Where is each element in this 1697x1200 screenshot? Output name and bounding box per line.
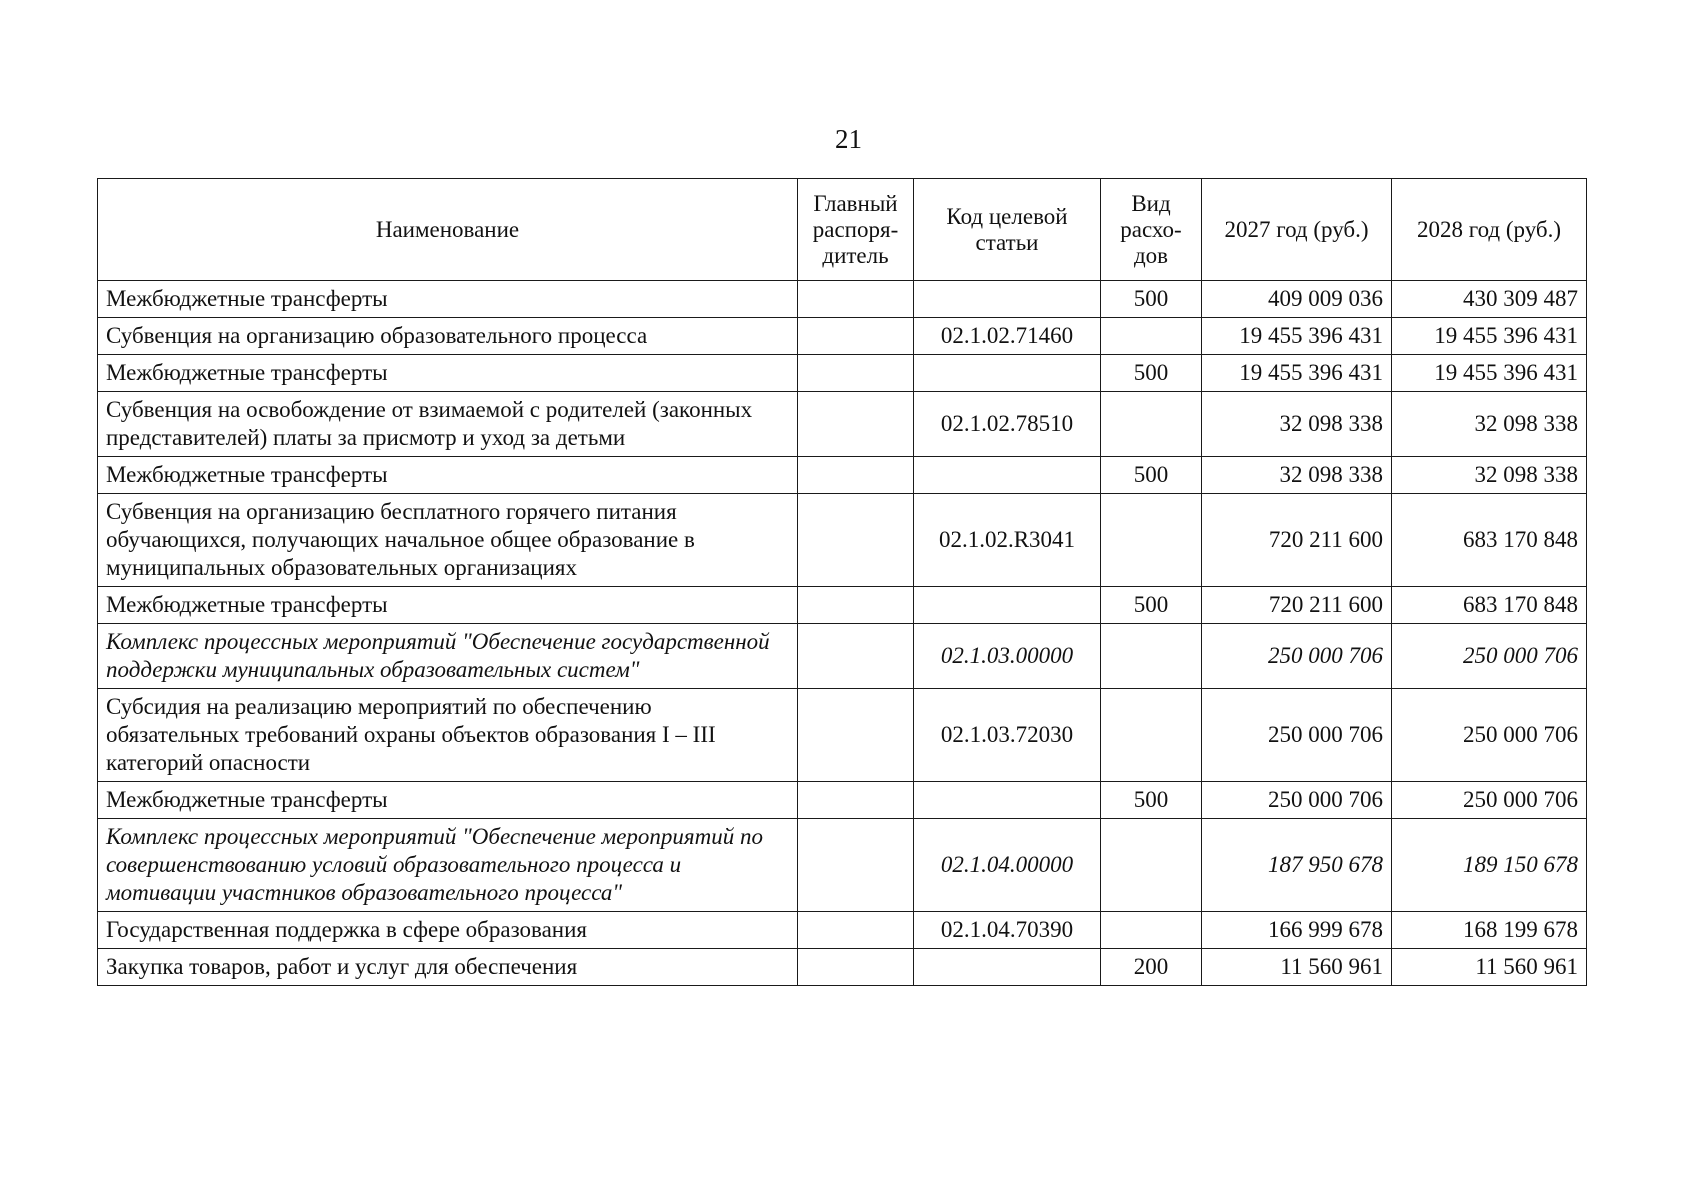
cell-y2027: 19 455 396 431 <box>1202 355 1392 392</box>
cell-name: Межбюджетные трансферты <box>98 457 798 494</box>
cell-manager <box>798 457 914 494</box>
header-2028: 2028 год (руб.) <box>1392 179 1587 281</box>
cell-name: Комплекс процессных мероприятий "Обеспечение государственной поддержки муниципальных образовательных систем" <box>98 624 798 689</box>
cell-y2027: 250 000 706 <box>1202 624 1392 689</box>
cell-kind: 500 <box>1101 281 1202 318</box>
table-row <box>98 281 1587 318</box>
cell-name: Субсидия на реализацию мероприятий по обеспечению обязательных требований охраны объектов образования I – III категорий опасности <box>98 689 798 782</box>
cell-y2028: 168 199 678 <box>1392 912 1587 949</box>
header-name: Наименование <box>98 179 798 281</box>
cell-kind <box>1101 624 1202 689</box>
table-row <box>98 624 1587 689</box>
cell-name: Межбюджетные трансферты <box>98 587 798 624</box>
cell-name: Субвенция на освобождение от взимаемой с родителей (законных представителей) платы за присмотр и уход за детьми <box>98 392 798 457</box>
cell-code: 02.1.03.72030 <box>914 689 1101 782</box>
cell-code <box>914 949 1101 986</box>
header-kind: Вид расхо-дов <box>1101 179 1202 281</box>
cell-code: 02.1.02.R3041 <box>914 494 1101 587</box>
cell-manager <box>798 281 914 318</box>
cell-manager <box>798 355 914 392</box>
cell-kind: 500 <box>1101 587 1202 624</box>
cell-y2027: 11 560 961 <box>1202 949 1392 986</box>
cell-name: Субвенция на организацию образовательного процесса <box>98 318 798 355</box>
cell-y2027: 19 455 396 431 <box>1202 318 1392 355</box>
cell-code <box>914 782 1101 819</box>
cell-manager <box>798 587 914 624</box>
cell-manager <box>798 949 914 986</box>
cell-code <box>914 281 1101 318</box>
cell-y2028: 32 098 338 <box>1392 392 1587 457</box>
cell-y2027: 32 098 338 <box>1202 457 1392 494</box>
header-manager: Главный распоря-дитель <box>798 179 914 281</box>
cell-y2027: 250 000 706 <box>1202 782 1392 819</box>
cell-kind <box>1101 494 1202 587</box>
cell-y2028: 250 000 706 <box>1392 689 1587 782</box>
cell-y2028: 11 560 961 <box>1392 949 1587 986</box>
table-row <box>98 782 1587 819</box>
cell-name: Межбюджетные трансферты <box>98 355 798 392</box>
cell-manager <box>798 912 914 949</box>
cell-kind <box>1101 392 1202 457</box>
cell-y2028: 189 150 678 <box>1392 819 1587 912</box>
cell-y2028: 19 455 396 431 <box>1392 318 1587 355</box>
cell-manager <box>798 392 914 457</box>
cell-code: 02.1.03.00000 <box>914 624 1101 689</box>
cell-name: Государственная поддержка в сфере образования <box>98 912 798 949</box>
cell-kind: 500 <box>1101 782 1202 819</box>
table-row <box>98 587 1587 624</box>
cell-name: Межбюджетные трансферты <box>98 782 798 819</box>
cell-y2027: 409 009 036 <box>1202 281 1392 318</box>
table-row <box>98 392 1587 457</box>
budget-table <box>97 178 1587 986</box>
table-row <box>98 912 1587 949</box>
header-code: Код целевой статьи <box>914 179 1101 281</box>
cell-kind <box>1101 819 1202 912</box>
table-row <box>98 494 1587 587</box>
table-row <box>98 457 1587 494</box>
cell-code <box>914 457 1101 494</box>
cell-kind: 200 <box>1101 949 1202 986</box>
cell-code <box>914 587 1101 624</box>
cell-manager <box>798 819 914 912</box>
cell-y2027: 250 000 706 <box>1202 689 1392 782</box>
cell-name: Комплекс процессных мероприятий "Обеспечение мероприятий по совершенствованию условий образовательного процесса и мотивации участников образовательного процесса" <box>98 819 798 912</box>
cell-code: 02.1.02.78510 <box>914 392 1101 457</box>
page-number: 21 <box>835 124 862 154</box>
cell-name: Закупка товаров, работ и услуг для обеспечения <box>98 949 798 986</box>
cell-kind <box>1101 912 1202 949</box>
cell-manager <box>798 782 914 819</box>
cell-kind: 500 <box>1101 457 1202 494</box>
table-row <box>98 355 1587 392</box>
cell-code: 02.1.04.00000 <box>914 819 1101 912</box>
table-row <box>98 689 1587 782</box>
cell-y2027: 187 950 678 <box>1202 819 1392 912</box>
table-row <box>98 819 1587 912</box>
cell-y2028: 683 170 848 <box>1392 494 1587 587</box>
cell-kind <box>1101 689 1202 782</box>
cell-manager <box>798 689 914 782</box>
cell-kind <box>1101 318 1202 355</box>
cell-manager <box>798 318 914 355</box>
cell-manager <box>798 624 914 689</box>
cell-y2028: 250 000 706 <box>1392 782 1587 819</box>
cell-y2027: 720 211 600 <box>1202 494 1392 587</box>
header-2027: 2027 год (руб.) <box>1202 179 1392 281</box>
cell-kind: 500 <box>1101 355 1202 392</box>
cell-y2027: 720 211 600 <box>1202 587 1392 624</box>
cell-name: Субвенция на организацию бесплатного горячего питания обучающихся, получающих начальное общее образование в муниципальных образовательных организациях <box>98 494 798 587</box>
table-body <box>98 281 1587 986</box>
cell-code: 02.1.02.71460 <box>914 318 1101 355</box>
cell-name: Межбюджетные трансферты <box>98 281 798 318</box>
cell-y2027: 32 098 338 <box>1202 392 1392 457</box>
cell-y2028: 32 098 338 <box>1392 457 1587 494</box>
cell-code <box>914 355 1101 392</box>
cell-y2028: 19 455 396 431 <box>1392 355 1587 392</box>
cell-y2028: 250 000 706 <box>1392 624 1587 689</box>
cell-y2028: 683 170 848 <box>1392 587 1587 624</box>
cell-manager <box>798 494 914 587</box>
table-row <box>98 318 1587 355</box>
cell-y2027: 166 999 678 <box>1202 912 1392 949</box>
cell-code: 02.1.04.70390 <box>914 912 1101 949</box>
table-row <box>98 949 1587 986</box>
table-header-row <box>98 179 1587 281</box>
cell-y2028: 430 309 487 <box>1392 281 1587 318</box>
